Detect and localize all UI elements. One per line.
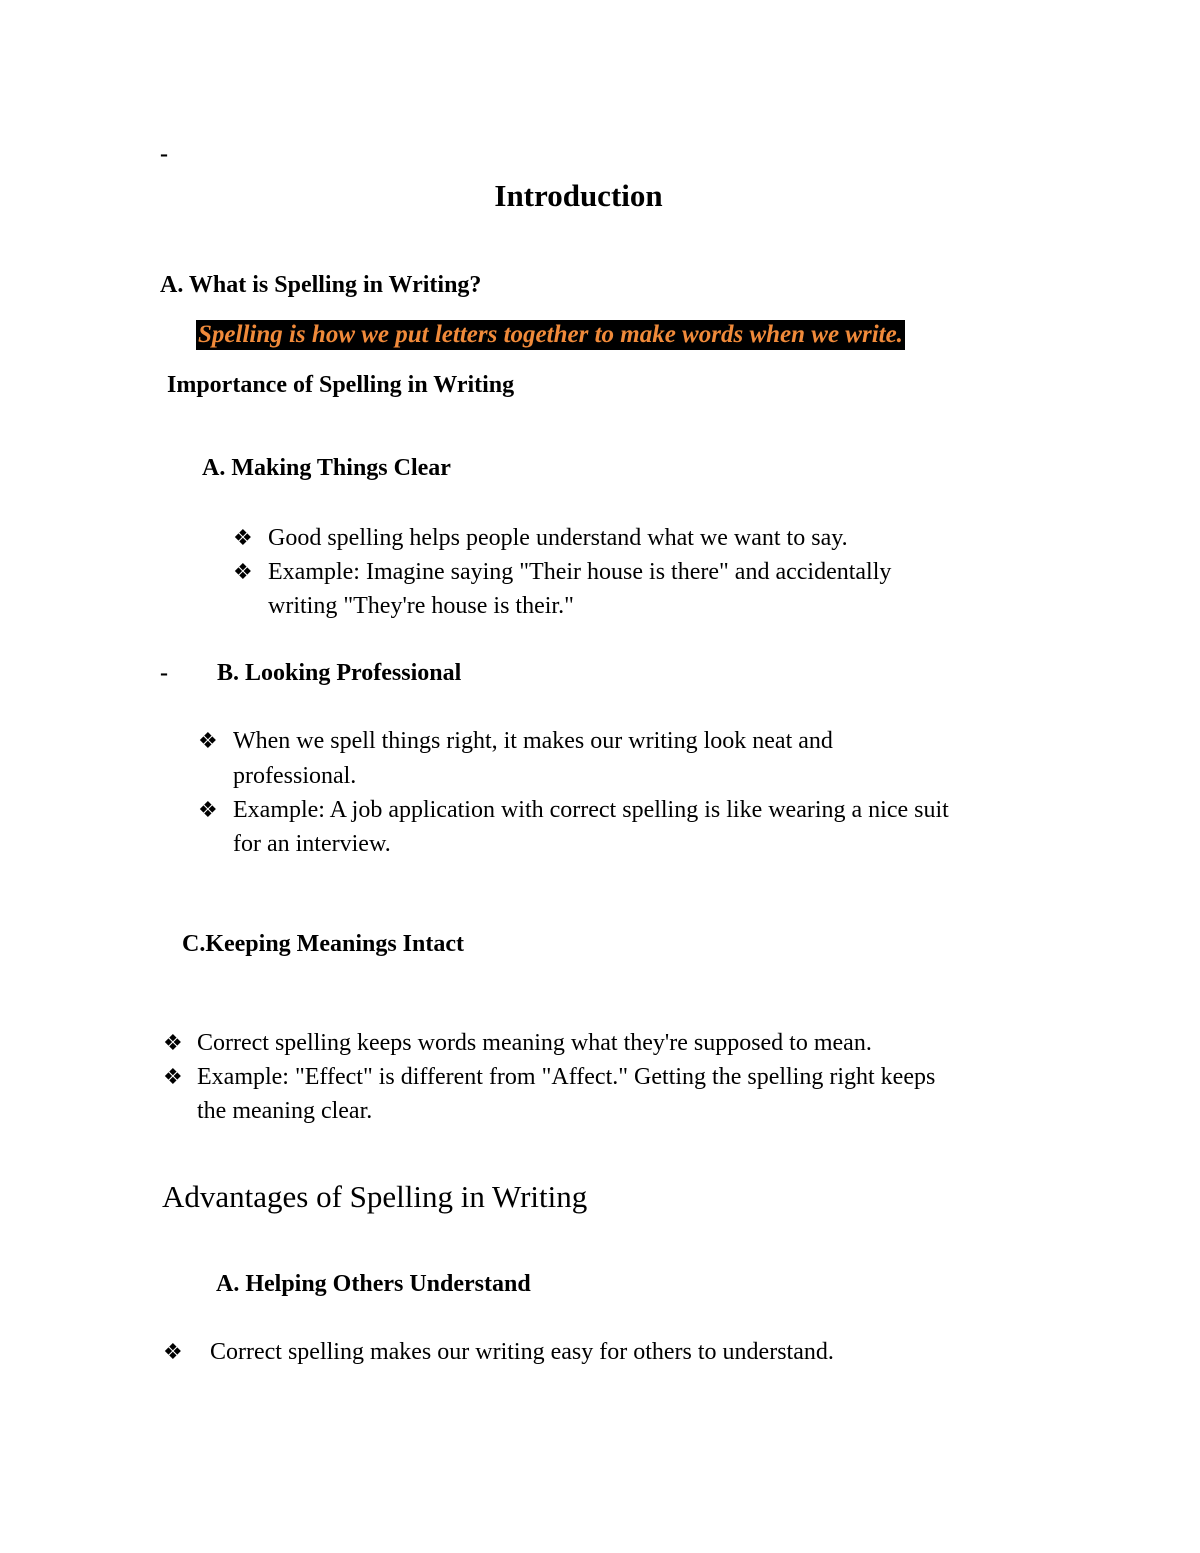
four-diamond-icon: ❖ [163,1339,183,1364]
professional-bullet-2-line-2: for an interview. [233,831,391,857]
meanings-bullet-2-line-2: the meaning clear. [197,1098,373,1124]
definition-highlight: Spelling is how we put letters together to make words when we write. [198,321,903,348]
four-diamond-icon: ❖ [163,1064,183,1089]
four-diamond-icon: ❖ [233,559,253,584]
advantages-heading: Advantages of Spelling in Writing [162,1179,588,1214]
four-diamond-icon: ❖ [233,525,253,550]
professional-bullet-1-line-2: professional. [233,763,357,789]
professional-bullet-2-line-1: Example: A job application with correct spelling is like wearing a nice suit [233,797,949,823]
making-clear-bullet-2-line-2: writing "They're house is their." [268,593,574,619]
page-title: Introduction [494,178,663,213]
four-diamond-icon: ❖ [198,797,218,822]
making-clear-bullet-2-line-1: Example: Imagine saying "Their house is there" and accidentally [268,559,892,585]
helping-bullet-1: Correct spelling makes our writing easy for others to understand. [210,1339,834,1365]
four-diamond-icon: ❖ [163,1030,183,1055]
importance-heading: Importance of Spelling in Writing [167,372,515,398]
four-diamond-icon: ❖ [198,728,218,753]
meanings-bullet-2-line-1: Example: "Effect" is different from "Affect." Getting the spelling right keeps [197,1064,936,1090]
making-clear-heading: A. Making Things Clear [202,455,451,481]
professional-dash: - [160,660,168,686]
meanings-bullet-1: Correct spelling keeps words meaning what they're supposed to mean. [197,1030,872,1056]
making-clear-bullet-1: Good spelling helps people understand what we want to say. [268,525,848,551]
meanings-heading: C.Keeping Meanings Intact [182,931,464,957]
top-dash: - [160,141,168,167]
professional-heading: B. Looking Professional [217,660,462,686]
helping-heading: A. Helping Others Understand [216,1271,531,1297]
professional-bullet-1-line-1: When we spell things right, it makes our writing look neat and [233,728,833,754]
section-a-heading: A. What is Spelling in Writing? [160,272,482,298]
